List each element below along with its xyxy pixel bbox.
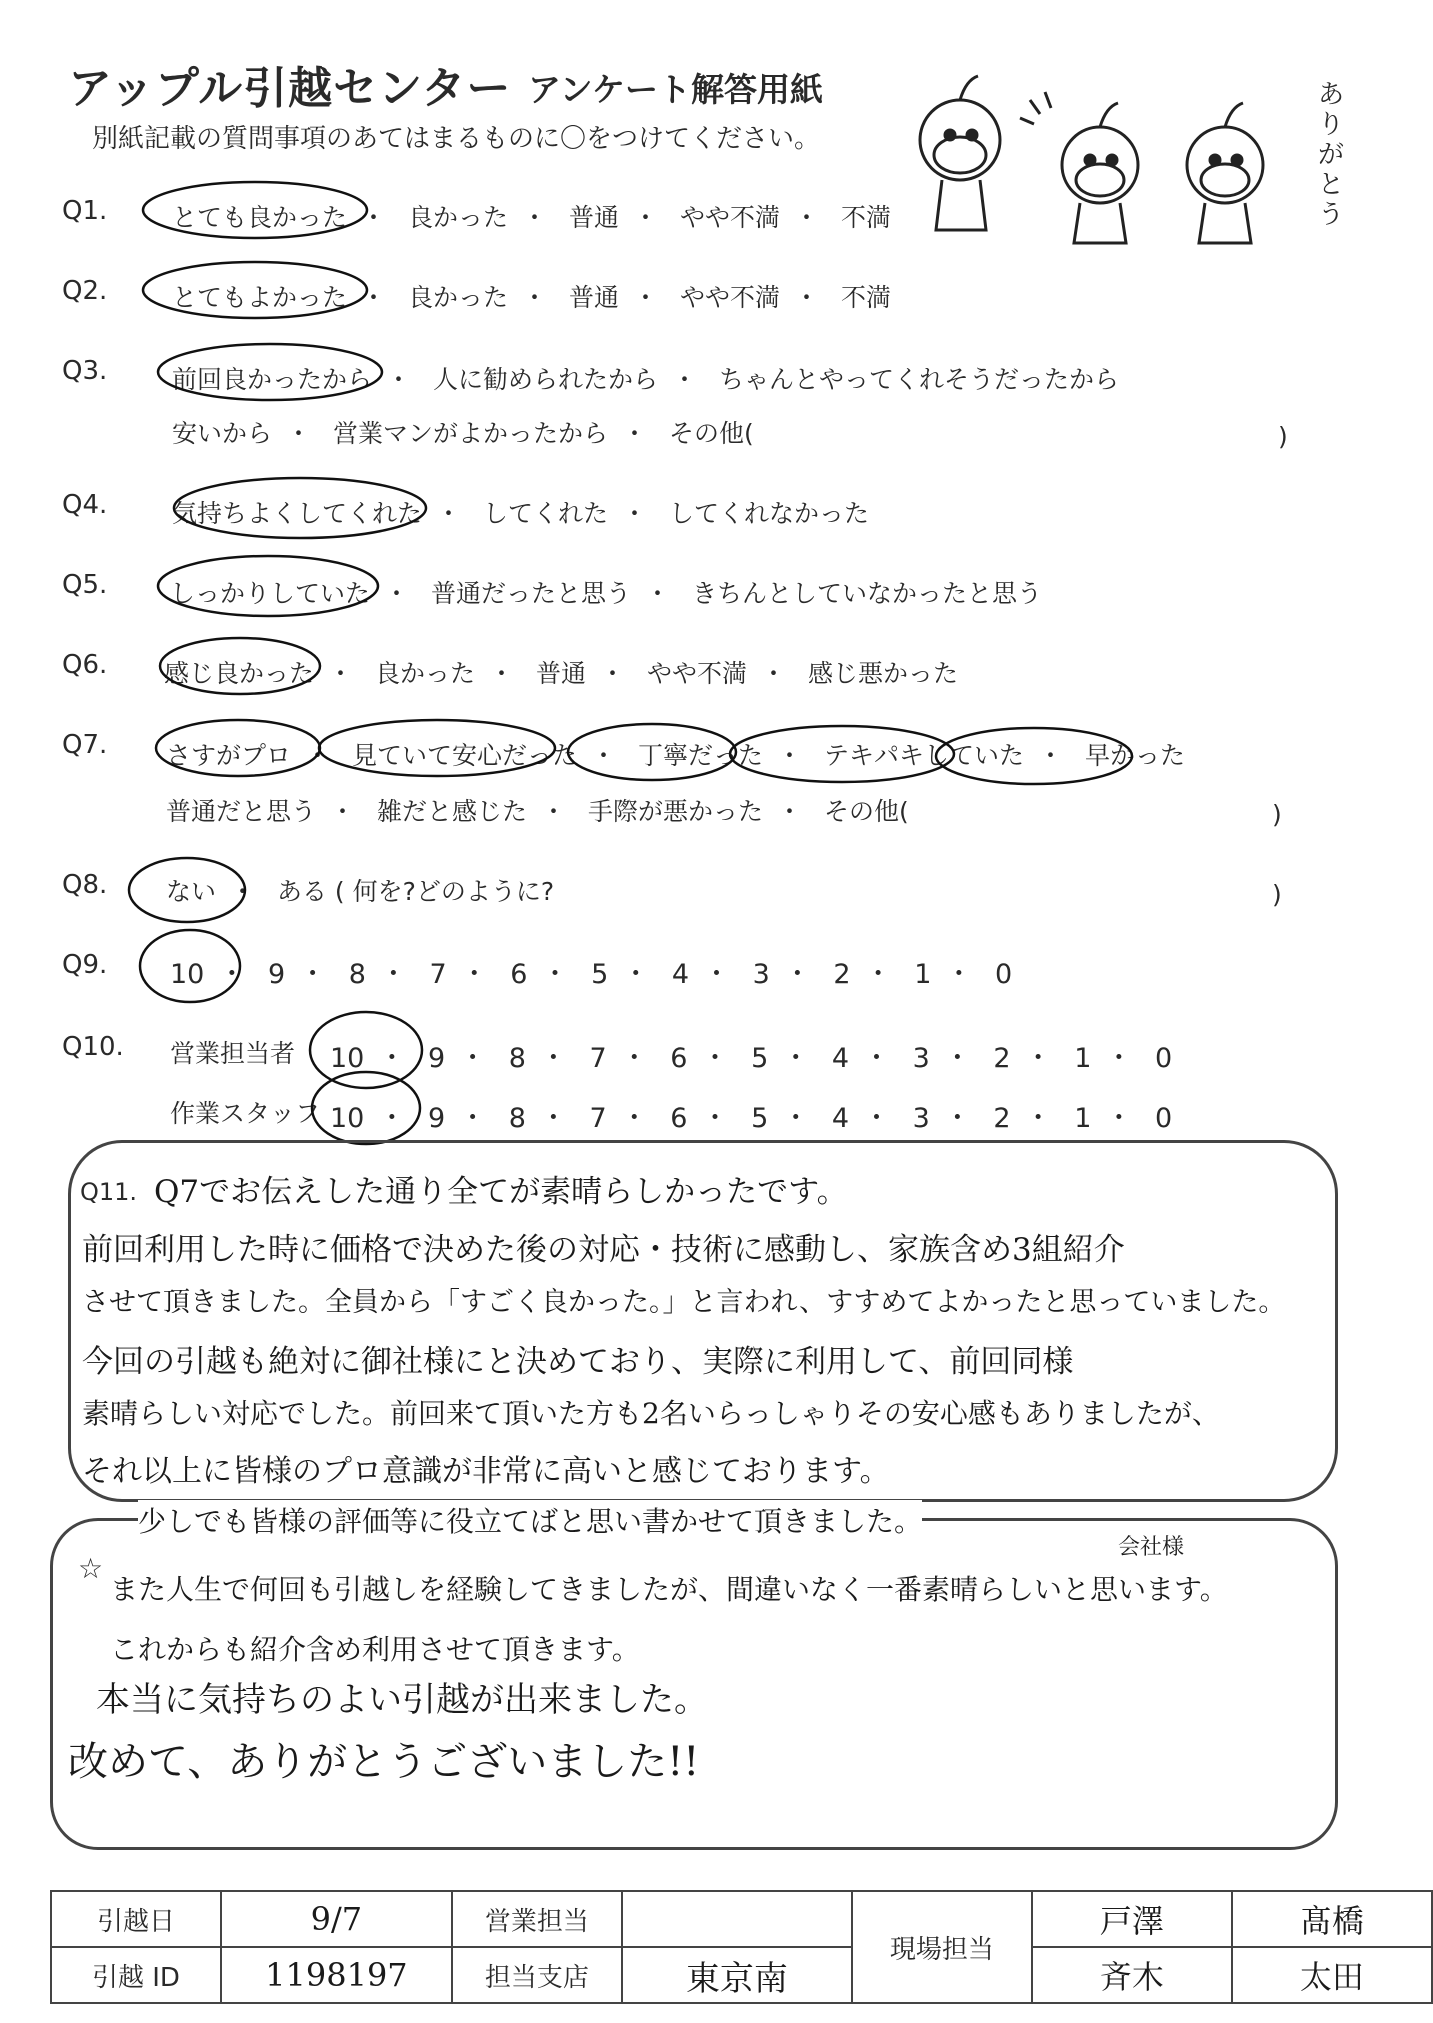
q6-option-3[interactable]: 普通: [535, 659, 586, 688]
q5-option-3[interactable]: きちんとしていなかったと思う: [691, 579, 1042, 608]
q10-staff-score-6[interactable]: 6: [670, 1103, 688, 1134]
q9-label: Q9.: [62, 950, 108, 980]
q10-staff-score-9[interactable]: 9: [427, 1103, 446, 1134]
q7-label: Q7.: [62, 730, 108, 760]
mascot-caption: ありがとう: [1318, 80, 1345, 230]
monkey-2-icon: [1020, 92, 1138, 243]
q1-option-1[interactable]: とても良かった: [172, 203, 348, 232]
form-subtitle: アンケート解答用紙: [528, 70, 824, 109]
q3-other-close: ): [1278, 422, 1288, 451]
q5-label: Q5.: [62, 570, 108, 600]
q8-other-close: ): [1272, 880, 1282, 909]
q9-score-2[interactable]: 2: [833, 959, 851, 990]
q7-option-5[interactable]: 早かった: [1084, 741, 1185, 770]
q1-option-2[interactable]: 良かった: [407, 203, 508, 232]
q7-option-8[interactable]: 手際が悪かった: [587, 797, 763, 826]
site-staff-label: 現場担当: [852, 1891, 1032, 2003]
q10-staff-score-3[interactable]: 3: [912, 1103, 930, 1134]
q4-option-3[interactable]: してくれなかった: [668, 499, 869, 528]
q7-option-4[interactable]: テキパキしていた: [823, 741, 1024, 770]
q8-options: ない ・ ある ( 何を?どのように?: [166, 877, 555, 906]
q7-options-row1: さすがプロ ・ 見ていて安心だった ・ 丁寧だった ・ テキパキしていた ・ 早かった: [166, 741, 1185, 770]
q9-score-5[interactable]: 5: [591, 959, 609, 990]
q3-option-3[interactable]: ちゃんとやってくれそうだったから: [718, 365, 1119, 394]
q7-option-1[interactable]: さすがプロ: [166, 741, 292, 770]
q7-option-9[interactable]: その他(: [823, 797, 909, 826]
q9-score-3[interactable]: 3: [752, 959, 770, 990]
q7-option-3[interactable]: 丁寧だった: [637, 741, 763, 770]
q10-sales-score-6[interactable]: 6: [670, 1043, 688, 1074]
q3-option-5[interactable]: 営業マンがよかったから: [332, 419, 608, 448]
branch-value: 東京南: [622, 1947, 852, 2003]
q2-option-3[interactable]: 普通: [568, 283, 619, 312]
mascot-illustration: [880, 60, 1350, 250]
q3-options-row1: 前回良かったから ・ 人に勧められたから ・ ちゃんとやってくれそうだったから: [172, 365, 1119, 394]
q10-sales-score-5[interactable]: 5: [751, 1043, 769, 1074]
q6-option-1[interactable]: 感じ良かった: [164, 659, 315, 688]
q6-options: 感じ良かった ・ 良かった ・ 普通 ・ やや不満 ・ 感じ悪かった: [164, 659, 958, 688]
q10-staff-score-2[interactable]: 2: [993, 1103, 1011, 1134]
q6-option-4[interactable]: やや不満: [646, 659, 747, 688]
q3-option-6[interactable]: その他(: [668, 419, 754, 448]
move-date-label: 引越日: [51, 1891, 221, 1947]
site-staff-1: 戸澤: [1032, 1891, 1232, 1947]
q1-options: とても良かった ・ 良かった ・ 普通 ・ やや不満 ・ 不満: [172, 203, 891, 232]
q2-option-1[interactable]: とてもよかった: [172, 283, 348, 312]
comment-line-2: これからも紹介含め利用させて頂きます。: [110, 1633, 640, 1666]
q10-staff-score-5[interactable]: 5: [751, 1103, 769, 1134]
q7-option-7[interactable]: 雑だと感じた: [376, 797, 527, 826]
q6-option-2[interactable]: 良かった: [374, 659, 475, 688]
q7-option-6[interactable]: 普通だと思う: [166, 797, 317, 826]
q10-sales-label: 営業担当者: [170, 1039, 296, 1068]
q2-option-4[interactable]: やや不満: [679, 283, 780, 312]
q9-score-0[interactable]: 0: [994, 959, 1013, 990]
q7-option-2[interactable]: 見ていて安心だった: [351, 741, 577, 770]
q10-sales-scale: 10 ・ 9 ・ 8 ・ 7 ・ 6 ・ 5 ・ 4 ・ 3 ・ 2 ・ 1 ・ 0: [330, 1043, 1173, 1074]
q11-line-3: させて頂きました。全員から「すごく良かった。」と言われ、すすめてよかったと思っていました。: [82, 1287, 1286, 1318]
q10-staff-scale: 10 ・ 9 ・ 8 ・ 7 ・ 6 ・ 5 ・ 4 ・ 3 ・ 2 ・ 1 ・ 0: [330, 1103, 1173, 1134]
sales-label: 営業担当: [452, 1891, 622, 1947]
q9-score-7[interactable]: 7: [429, 959, 447, 990]
q10-staff-score-0[interactable]: 0: [1154, 1103, 1173, 1134]
footer-info-table: [50, 1890, 1433, 2004]
move-id-value: 1198197: [221, 1947, 452, 2003]
q4-label: Q4.: [62, 490, 108, 520]
q10-sales-score-8[interactable]: 8: [508, 1043, 526, 1074]
move-id-label: 引越 ID: [51, 1947, 221, 2003]
sales-value: [622, 1891, 852, 1947]
q10-sales-score-9[interactable]: 9: [427, 1043, 446, 1074]
site-staff-4: 太田: [1232, 1947, 1432, 2003]
q3-option-1[interactable]: 前回良かったから: [172, 365, 373, 394]
q9-score-6[interactable]: 6: [510, 959, 528, 990]
q1-option-4[interactable]: やや不満: [679, 203, 780, 232]
q6-label: Q6.: [62, 650, 108, 680]
q5-option-1[interactable]: しっかりしていた: [170, 579, 371, 608]
q8-option-2[interactable]: ある ( 何を?どのように?: [276, 877, 555, 906]
q1-option-5[interactable]: 不満: [840, 203, 891, 232]
q1-label: Q1.: [62, 196, 108, 226]
monkey-3-icon: [1187, 103, 1263, 243]
q10-staff-score-1[interactable]: 1: [1074, 1103, 1092, 1134]
q10-staff-score-10[interactable]: 10: [330, 1103, 365, 1134]
monkey-1-icon: [920, 76, 1000, 230]
q11-line-1: Q7でお伝えした通り全てが素晴らしかったです。: [154, 1174, 848, 1210]
q3-label: Q3.: [62, 356, 108, 386]
q5-option-2[interactable]: 普通だったと思う: [430, 579, 631, 608]
q4-option-1[interactable]: 気持ちよくしてくれた: [172, 499, 423, 528]
q10-staff-score-7[interactable]: 7: [589, 1103, 607, 1134]
q9-score-9[interactable]: 9: [267, 959, 286, 990]
q10-staff-score-8[interactable]: 8: [508, 1103, 526, 1134]
q10-sales-score-3[interactable]: 3: [912, 1043, 930, 1074]
q9-score-1[interactable]: 1: [914, 959, 932, 990]
comment-line-1: また人生で何回も引越しを経験してきましたが、間違いなく一番素晴らしいと思います。: [110, 1573, 1228, 1606]
q10-sales-score-2[interactable]: 2: [993, 1043, 1011, 1074]
q7-options-row2: 普通だと思う ・ 雑だと感じた ・ 手際が悪かった ・ その他(: [166, 797, 909, 826]
q6-option-5[interactable]: 感じ悪かった: [807, 659, 958, 688]
q10-sales-score-10[interactable]: 10: [330, 1043, 365, 1074]
q4-option-2[interactable]: してくれた: [482, 499, 608, 528]
q10-staff-score-4[interactable]: 4: [831, 1103, 850, 1134]
q2-options: とてもよかった ・ 良かった ・ 普通 ・ やや不満 ・ 不満: [172, 283, 891, 312]
q3-options-row2: 安いから ・ 営業マンがよかったから ・ その他(: [172, 419, 754, 448]
comment-line-4: 改めて、ありがとうございました!!: [68, 1739, 700, 1785]
q10-sales-score-0[interactable]: 0: [1154, 1043, 1173, 1074]
comment-line-3: 本当に気持ちのよい引越が出来ました。: [96, 1680, 708, 1720]
comment-insert: 会社様: [1118, 1535, 1185, 1560]
q11-label: Q11.: [80, 1178, 138, 1206]
site-staff-2: 髙橋: [1232, 1891, 1432, 1947]
q9-scale: 10 ・ 9 ・ 8 ・ 7 ・ 6 ・ 5 ・ 4 ・ 3 ・ 2 ・ 1 ・ 0: [170, 959, 1013, 990]
q4-options: 気持ちよくしてくれた ・ してくれた ・ してくれなかった: [172, 499, 869, 528]
site-staff-3: 斉木: [1032, 1947, 1232, 2003]
q11-line-4: 今回の引越も絶対に御社様にと決めており、実際に利用して、前回同様: [82, 1344, 1074, 1380]
q10-sales-score-1[interactable]: 1: [1074, 1043, 1092, 1074]
branch-label: 担当支店: [452, 1947, 622, 2003]
brand-title: アップル引越センター: [68, 63, 512, 114]
q9-score-8[interactable]: 8: [348, 959, 366, 990]
q8-label: Q8.: [62, 870, 108, 900]
q9-score-10[interactable]: 10: [170, 959, 205, 990]
q7-other-close: ): [1272, 800, 1282, 829]
q2-option-2[interactable]: 良かった: [407, 283, 508, 312]
q11-line-2: 前回利用した時に価格で決めた後の対応・技術に感動し、家族含め3組紹介: [82, 1232, 1125, 1268]
q3-option-2[interactable]: 人に勧められたから: [432, 365, 658, 394]
instruction-text: 別紙記載の質問事項のあてはまるものに〇をつけてください。: [92, 124, 821, 154]
q10-sales-score-4[interactable]: 4: [831, 1043, 850, 1074]
move-date-value: 9/7: [221, 1891, 452, 1947]
q1-option-3[interactable]: 普通: [568, 203, 619, 232]
q10-staff-label: 作業スタッフ: [170, 1099, 321, 1128]
q2-label: Q2.: [62, 276, 108, 306]
q3-option-4[interactable]: 安いから: [172, 419, 273, 448]
comment-above-line: 少しでも皆様の評価等に役立てばと思い書かせて頂きました。: [138, 1500, 922, 1540]
q5-options: しっかりしていた ・ 普通だったと思う ・ きちんとしていなかったと思う: [170, 579, 1042, 608]
q11-line-6: それ以上に皆様のプロ意識が非常に高いと感じております。: [82, 1454, 890, 1489]
q10-sales-score-7[interactable]: 7: [589, 1043, 607, 1074]
q10-label: Q10.: [62, 1032, 124, 1062]
star-mark: ☆: [78, 1552, 104, 1585]
q2-option-5[interactable]: 不満: [840, 283, 891, 312]
q8-option-1[interactable]: ない: [166, 877, 217, 906]
q11-line-5: 素晴らしい対応でした。前回来て頂いた方も2名いらっしゃりその安心感もありましたが、: [82, 1397, 1220, 1430]
q9-score-4[interactable]: 4: [671, 959, 690, 990]
